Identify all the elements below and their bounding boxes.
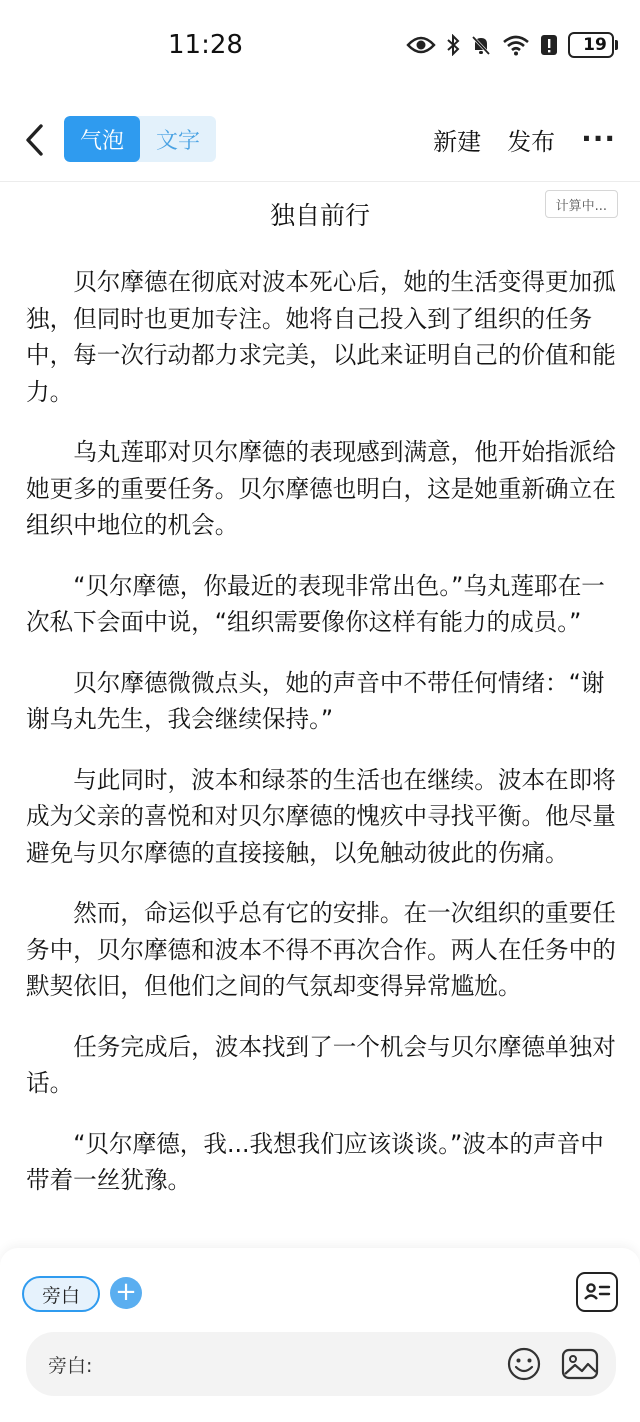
mode-text-tab[interactable]: 文字: [155, 128, 200, 154]
paragraph: 贝尔摩德在彻底对波本死心后，她的生活变得更加孤独，但同时也更加专注。她将自己投入到了组织的任务中，每一次行动都力求完美，以此来证明自己的价值和能力。: [26, 268, 616, 406]
role-list-button[interactable]: [576, 1272, 618, 1312]
mute-bell-icon: [470, 34, 492, 56]
input-panel: [0, 1248, 640, 1422]
battery-percent: 19: [583, 35, 607, 55]
status-icons: [406, 32, 618, 58]
battery-tip: [615, 40, 618, 50]
paragraph: “贝尔摩德，我...我想我们应该谈谈。”波本的声音中带着一丝犹豫。: [26, 1129, 604, 1194]
message-input[interactable]: [92, 1332, 504, 1396]
image-button[interactable]: [560, 1344, 600, 1384]
paragraph: 乌丸莲耶对贝尔摩德的表现感到满意，他开始指派给她更多的重要任务。贝尔摩德也明白，这是她重新确立在组织中地位的机会。: [26, 438, 616, 539]
document-body[interactable]: [26, 264, 616, 1248]
battery-level: [568, 32, 614, 58]
paragraph: 贝尔摩德微微点头，她的声音中不带任何情绪：“谢谢乌丸先生，我会继续保持。”: [26, 668, 605, 733]
role-list-icon: [582, 1279, 612, 1305]
status-bar: [0, 0, 640, 96]
back-button[interactable]: [18, 118, 50, 162]
emoji-icon: [506, 1346, 542, 1382]
chevron-left-icon: [23, 123, 45, 157]
input-role-prefix: 旁白:: [48, 1354, 93, 1377]
image-icon: [561, 1347, 599, 1381]
paragraph: 然而，命运似乎总有它的安排。在一次组织的重要任务中，贝尔摩德和波本不得不再次合作。两人在任务中的默契依旧，但他们之间的气氛却变得异常尴尬。: [26, 899, 616, 1000]
new-button[interactable]: 新建: [433, 127, 482, 156]
paragraph: “贝尔摩德，你最近的表现非常出色。”乌丸莲耶在一次私下会面中说，“组织需要像你这样有能力的成员。”: [26, 571, 605, 636]
mode-bubble-tab[interactable]: 气泡: [64, 116, 140, 162]
toolbar-divider: [0, 181, 640, 182]
toolbar-actions: [433, 116, 616, 162]
paragraph: 与此同时，波本和绿茶的生活也在继续。波本在即将成为父亲的喜悦和对贝尔摩德的愧疚中寻找平衡。他尽量避免与贝尔摩德的直接接触，以免触动彼此的伤痛。: [26, 765, 616, 867]
role-chip-narrator[interactable]: 旁白: [22, 1276, 100, 1312]
emoji-button[interactable]: [504, 1344, 544, 1384]
bluetooth-icon: [446, 34, 460, 56]
message-input-bar: [26, 1332, 616, 1396]
paragraph: 任务完成后，波本找到了一个机会与贝尔摩德单独对话。: [26, 1032, 616, 1097]
publish-button[interactable]: 发布: [507, 127, 556, 156]
alert-icon: [540, 33, 558, 57]
more-options-button[interactable]: ···: [581, 122, 616, 155]
wifi-icon: [502, 34, 530, 56]
add-role-button[interactable]: +: [110, 1277, 142, 1309]
mode-toggle: [64, 116, 216, 162]
battery-icon: [568, 32, 618, 58]
eye-icon: [406, 35, 436, 55]
status-time: 11:28: [168, 30, 243, 60]
editor-toolbar: [0, 104, 640, 176]
document-title[interactable]: 独自前行: [269, 201, 370, 230]
word-count-badge: 计算中...: [545, 190, 618, 218]
